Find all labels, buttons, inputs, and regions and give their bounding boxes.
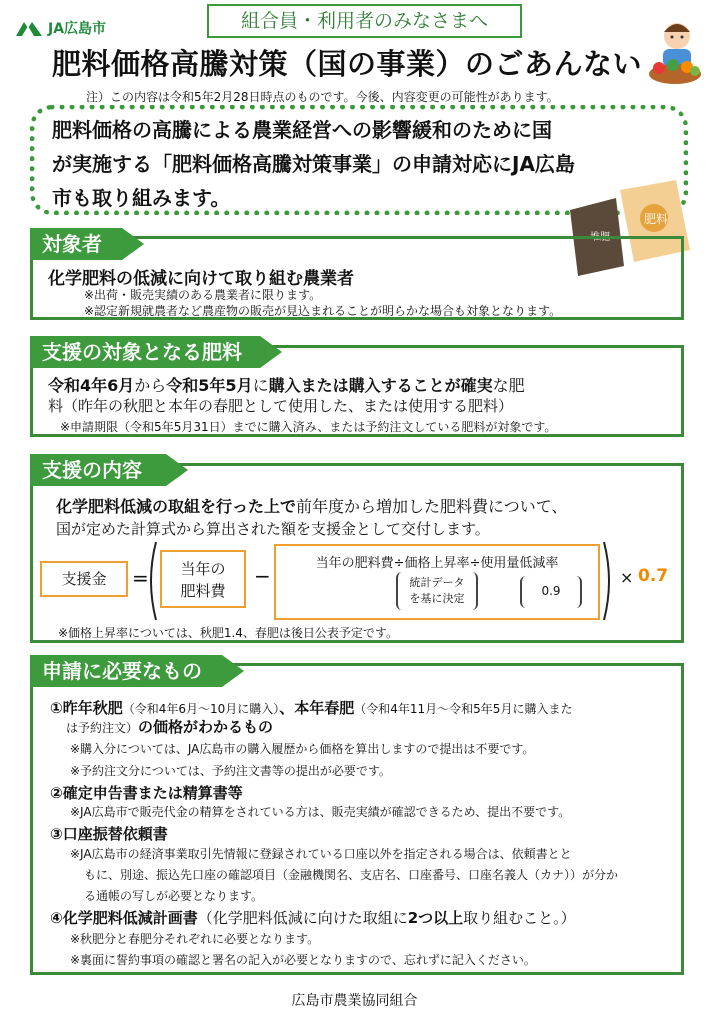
line1-tail: な肥	[492, 376, 525, 395]
target-headline: 化学肥料の低減に向けて取り組む農業者	[48, 269, 354, 289]
intro-line-1: 肥料価格の高騰による農業経営への影響緩和のために国	[52, 118, 552, 142]
support-line-1	[56, 494, 567, 517]
item1-autumn-period: （令和4年6月～10月に購入）	[122, 702, 280, 716]
period-start: 令和4年6月	[48, 376, 135, 395]
term2-sub1-line2: を基に決定	[409, 592, 465, 605]
ja-logo	[14, 18, 106, 38]
required-item-3: ③口座振替依頼書	[50, 825, 168, 843]
formula-lhs: 支援金	[40, 561, 128, 597]
formula-times: ×	[620, 568, 634, 587]
support-condition: 化学肥料低減の取組を行った上で	[56, 497, 297, 516]
footer-org: 広島市農業協同組合	[291, 993, 418, 1009]
right-paren-icon	[602, 540, 616, 622]
required-item-4	[50, 907, 576, 928]
item3-note-3: る通帳の写しが必要となります。	[84, 889, 264, 903]
required-item-2: ②確定申告書または精算書等	[50, 784, 243, 802]
farmer-illustration-icon	[645, 14, 705, 90]
target-note-2: ※認定新規就農者など農産物の販売が見込まれることが明らかな場合も対象となります。	[84, 304, 562, 318]
period-end: 令和5年5月	[166, 376, 253, 395]
item4-note-1: ※秋肥分と春肥分それぞれに必要となります。	[70, 932, 320, 946]
item4-count: 2つ以上	[407, 909, 464, 927]
support-label: 支援の内容	[30, 454, 166, 486]
item4-desc: （化学肥料低減に向けた取組に	[197, 909, 408, 927]
to-text: に	[252, 376, 269, 395]
bag-compost-label: 堆肥	[590, 232, 610, 243]
item4-note-2: ※裏面に誓約事項の確認と署名の記入が必要となりますので、忘れずに記入ください。	[70, 953, 536, 967]
required-item-1	[50, 697, 572, 718]
formula-factor: 0.7	[638, 566, 669, 586]
term1-line2: 肥料費	[180, 582, 226, 600]
item1-autumn: ①昨年秋肥	[50, 699, 123, 717]
item1-reserve: は予約注文）	[66, 721, 139, 735]
fertilizer-line-1	[48, 373, 525, 396]
purchase-condition: 購入または購入することが確実	[268, 376, 493, 395]
support-line-2: 国が定めた計算式から算出された額を支援金として交付します。	[56, 520, 490, 538]
item1-note-1: ※購入分については、JA広島市の購入履歴から価格を算出しますので提出は不要です。	[70, 742, 535, 756]
intro-text	[52, 113, 612, 215]
item3-note-2: もに、別途、振込先口座の確認項目（金融機関名、支店名、口座番号、口座名義人（カナ））が分か	[84, 868, 619, 882]
date-note: 注）この内容は令和5年2月28日時点のものです。今後、内容変更の可能性があります。	[86, 90, 559, 104]
fertilizer-label: 支援の対象となる肥料	[30, 336, 260, 368]
item1-note-2: ※予約注文分については、予約注文書等の提出が必要です。	[70, 764, 391, 778]
fertilizer-note: ※申請期限（令和5年5月31日）までに購入済み、または予約注文している肥料が対象です。	[60, 420, 557, 434]
item2-note: ※JA広島市で販売代金の精算をされている方は、販売実績が確認できるため、提出不要です。	[70, 805, 571, 819]
logo-text: JA広島市	[48, 21, 107, 37]
formula-equals: =	[132, 566, 149, 590]
formula-minus: −	[254, 564, 271, 588]
ja-logo-icon	[14, 18, 44, 38]
intro-line-2: が実施する「肥料価格高騰対策事業」の申請対応にJA広島	[52, 152, 575, 176]
required-label: 申請に必要なもの	[30, 655, 222, 687]
support-note: ※価格上昇率については、秋肥1.4、春肥は後日公表予定です。	[58, 626, 398, 640]
reduction-value: 0.9	[520, 576, 582, 608]
page-title: 肥料価格高騰対策（国の事業）のごあんない	[52, 47, 643, 81]
item3-note-1: ※JA広島市の経済事業取引先情報に登録されている口座以外を指定される場合は、依頼書とと	[70, 847, 572, 861]
bag-fertilizer-label: 肥料	[644, 212, 669, 226]
from-text: から	[134, 376, 167, 395]
audience-banner: 組合員・利用者のみなさまへ	[207, 4, 522, 38]
target-label: 対象者	[30, 228, 122, 260]
target-note-1: ※出荷・販売実績のある農業者に限ります。	[84, 288, 322, 302]
stat-data-bracket	[396, 572, 478, 610]
item1-tail: の価格がわかるもの	[138, 718, 274, 736]
item1-spring-period: （令和4年11月～令和5年5月に購入また	[354, 702, 573, 716]
term2-top: 当年の肥料費÷価格上昇率÷使用量低減率	[315, 556, 559, 571]
formula-term-current-cost	[160, 550, 246, 608]
item4-tail: 取り組むこと。）	[463, 909, 576, 927]
term1-line1: 当年の	[180, 560, 226, 578]
item1-spring: 、本年春肥	[279, 699, 355, 717]
item4-title: ④化学肥料低減計画書	[50, 909, 198, 927]
fertilizer-line-2: 料（昨年の秋肥と本年の春肥として使用した、または使用する肥料）	[48, 397, 514, 415]
left-paren-icon	[144, 540, 158, 622]
required-item-1-cont	[66, 716, 273, 737]
intro-line-3: 市も取り組みます。	[52, 186, 231, 210]
support-line-1-rest: 前年度から増加した肥料費について、	[296, 497, 568, 516]
term2-sub1-line1: 統計データ	[409, 576, 465, 589]
